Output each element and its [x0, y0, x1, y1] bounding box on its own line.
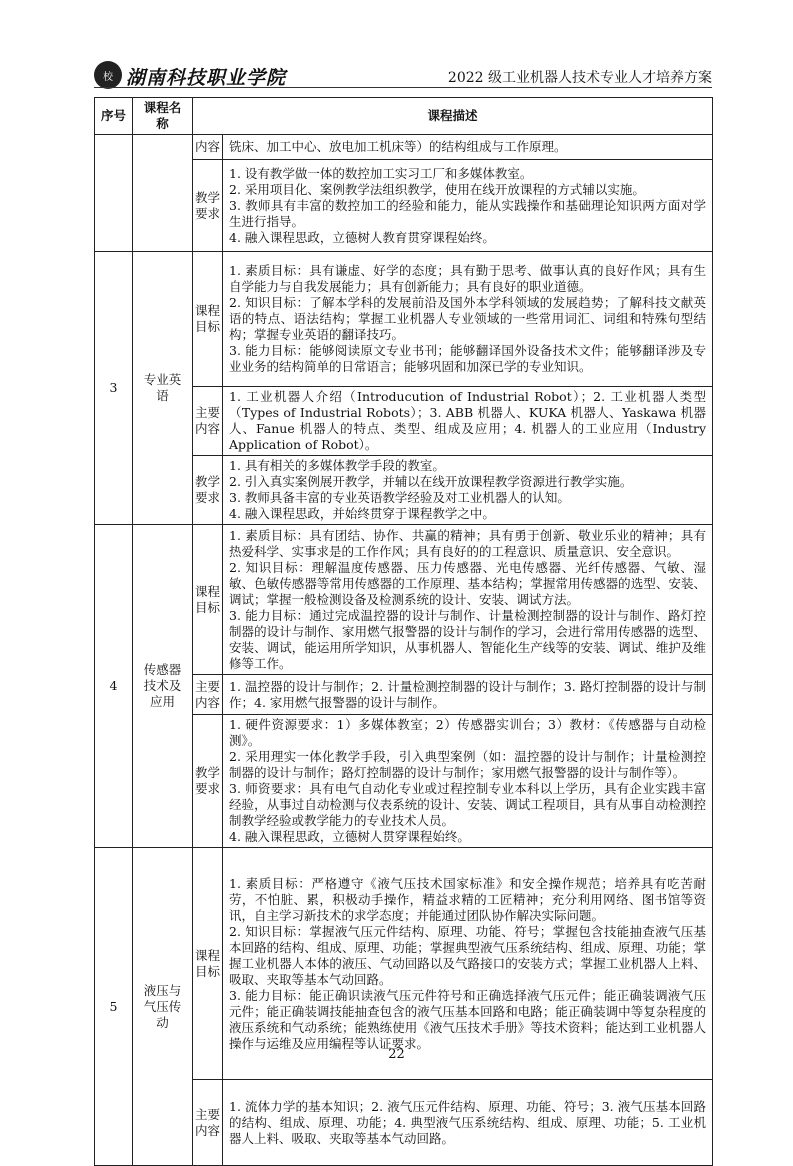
section-description — [223, 848, 713, 1080]
section-description — [223, 525, 713, 675]
description-line: 1. 素质目标：严格遵守《液气压技术国家标准》和安全操作规范；培养具有吃苦耐劳，不怕脏、累，积极动手操作，精益求精的工匠精神；充分利用网络、图书馆等资讯，自主学习新技术的求学态度；并能通过团队协作解决实际问题。 — [229, 875, 707, 923]
section-label: 教学要求 — [193, 715, 223, 848]
page-number: 22 — [388, 1047, 405, 1062]
description-line: 1. 设有教学做一体的数控加工实习工厂和多媒体教室。 — [229, 165, 533, 181]
school-emblem-icon: 校 — [94, 61, 122, 89]
description-line: 3. 能力目标：通过完成温控器的设计与制作、计量检测控制器的设计与制作、路灯控制器的设计与制作、家用燃气报警器的设计与制作的学习，会进行常用传感器的选型、安装、调试，能运用所学知识，从事机器人、智能化生产线等的安装、调试、维护及维修等工作。 — [229, 607, 707, 671]
course-number: 5 — [95, 848, 133, 1166]
course-number — [95, 135, 133, 252]
section-description — [223, 135, 713, 160]
description-line: 铣床、加工中心、放电加工机床等）的结构组成与工作原理。 — [229, 139, 567, 154]
section-description — [223, 387, 713, 456]
school-name: 湖南科技职业学院 — [126, 67, 287, 89]
col-header-desc: 课程描述 — [193, 98, 713, 135]
course-name: 液压与气压传动 — [133, 848, 193, 1166]
section-label: 主要内容 — [193, 387, 223, 456]
description-line: 2. 知识目标：了解本学科的发展前沿及国外本学科领域的发展趋势；了解科技文献英语的特点、语法结构；掌握工业机器人专业领域的一些常用词汇、词组和特殊句型结构；掌握专业英语的翻译技巧。 — [229, 295, 707, 342]
course-name: 专业英语 — [133, 252, 193, 525]
course-name: 传感器技术及应用 — [133, 525, 193, 848]
table-row — [95, 135, 713, 160]
col-header-name: 课程名称 — [133, 98, 193, 135]
section-description — [223, 715, 713, 848]
section-label: 教学要求 — [193, 456, 223, 525]
section-label: 课程目标 — [193, 525, 223, 675]
description-line: 3. 能力目标：能正确识读液气压元件符号和正确选择液气压元件；能正确装调液气压元件；能正确装调技能抽查包含的液气压基本回路和电路；能正确装调中等复杂程度的液压系统和气动系统；能熟练使用《液气压技术手册》等技术资料；能达到工业机器人操作与运维及应用编程等认证要求。 — [229, 987, 707, 1051]
plan-title: 2022 级工业机器人技术专业人才培养方案 — [447, 70, 712, 86]
section-description — [223, 160, 713, 252]
description-line: 4. 融入课程思政，立德树人教育贯穿课程始终。 — [229, 229, 495, 245]
description-line: 2. 引入真实案例展开教学，并辅以在线开放课程教学资源进行教学实施。 — [229, 474, 633, 489]
description-line: 2. 采用理实一体化教学手段，引入典型案例（如：温控器的设计与制作；计量检测控制器的设计与制作；路灯控制器的设计与制作；家用燃气报警器的设计与制作等）。 — [229, 749, 707, 780]
section-label: 主要内容 — [193, 1080, 223, 1166]
section-description — [223, 1080, 713, 1166]
course-name — [133, 135, 193, 252]
section-description — [223, 675, 713, 715]
description-line: 2. 知识目标：理解温度传感器、压力传感器、光电传感器、光纤传感器、气敏、湿敏、色敏传感器等常用传感器的工作原理、基本结构；掌握常用传感器的选型、安装、调试；掌握一般检测设备及检测系统的设计、安装、调试方法。 — [229, 559, 707, 607]
description-line: 1. 流体力学的基本知识；2. 液气压元件结构、原理、功能、符号；3. 液气压基本回路的结构、组成、原理、功能；4. 典型液气压系统结构、组成、原理、功能；5. 工业机器人上料、吸取、夹取等基本气动回路。 — [229, 1098, 707, 1146]
section-description — [223, 456, 713, 525]
section-label: 课程目标 — [193, 848, 223, 1080]
table-row — [95, 525, 713, 675]
description-line: 2. 知识目标：掌握液气压元件结构、原理、功能、符号；掌握包含技能抽查液气压基本回路的结构、组成、原理、功能；掌握典型液气压系统结构、组成、原理、功能；掌握工业机器人本体的液压、气动回路以及气路接口的安装方式；掌握工业机器人上料、吸取、夹取等基本气动回路。 — [229, 923, 707, 987]
course-table — [94, 97, 713, 1166]
course-number: 4 — [95, 525, 133, 848]
description-line: 2. 采用项目化、案例教学法组织教学，使用在线开放课程的方式辅以实施。 — [229, 181, 645, 197]
section-label: 教学要求 — [193, 160, 223, 252]
section-label: 主要内容 — [193, 675, 223, 715]
description-line: 1. 具有相关的多媒体教学手段的教室。 — [229, 458, 445, 473]
description-line: 3. 教师具有丰富的数控加工的经验和能力，能从实践操作和基础理论知识两方面对学生进行指导。 — [229, 197, 707, 229]
description-line: 3. 能力目标：能够阅读原文专业书刊；能够翻译国外设备技术文件；能够翻译涉及专业业务的结构简单的日常语言；能够巩固和加深已学的专业知识。 — [229, 343, 707, 374]
description-line: 1. 硬件资源要求：1）多媒体教室；2）传感器实训台；3）教材：《传感器与自动检测》。 — [229, 717, 707, 748]
table-row — [95, 848, 713, 1080]
description-line: 1. 素质目标：具有团结、协作、共赢的精神；具有勇于创新、敬业乐业的精神；具有热爱科学、实事求是的工作作风；具有良好的的工程意识、质量意识、安全意识。 — [229, 527, 707, 559]
table-row — [95, 252, 713, 387]
page-header — [94, 57, 712, 97]
description-line: 4. 融入课程思政，并始终贯穿于课程教学之中。 — [229, 506, 495, 521]
course-number: 3 — [95, 252, 133, 525]
header-rule — [94, 87, 712, 88]
col-header-no: 序号 — [95, 98, 133, 135]
description-line: 4. 融入课程思政，立德树人贯穿课程始终。 — [229, 829, 470, 844]
table-header-row — [95, 98, 713, 135]
description-line: 1. 工业机器人介绍（Introducution of Industrial Robot）；2. 工业机器人类型（Types of Industrial Robots）；3. ABB 机器人、KUKA 机器人、Yaskawa 机器人、Fanue 机器人的特点、类型、组成及应用；4. 机器人的工业应用（Industry Application of Robot）。 — [229, 389, 707, 452]
description-line: 3. 教师具备丰富的专业英语教学经验及对工业机器人的认知。 — [229, 490, 570, 505]
description-line: 1. 素质目标：具有谦虚、好学的态度；具有勤于思考、做事认真的良好作风；具有生自学能力与自我发展能力；具有创新能力；具有良好的职业道德。 — [229, 263, 707, 294]
description-line: 3. 师资要求：具有电气自动化专业或过程控制专业本科以上学历，具有企业实践丰富经验，从事过自动检测与仪表系统的设计、安装、调试工程项目，具有从事自动检测控制教学经验或教学能力的专业技术人员。 — [229, 781, 707, 828]
section-description — [223, 252, 713, 387]
section-label: 课程目标 — [193, 252, 223, 387]
section-label: 内容 — [193, 135, 223, 160]
description-line: 1. 温控器的设计与制作；2. 计量检测控制器的设计与制作；3. 路灯控制器的设计与制作；4. 家用燃气报警器的设计与制作。 — [229, 678, 707, 710]
